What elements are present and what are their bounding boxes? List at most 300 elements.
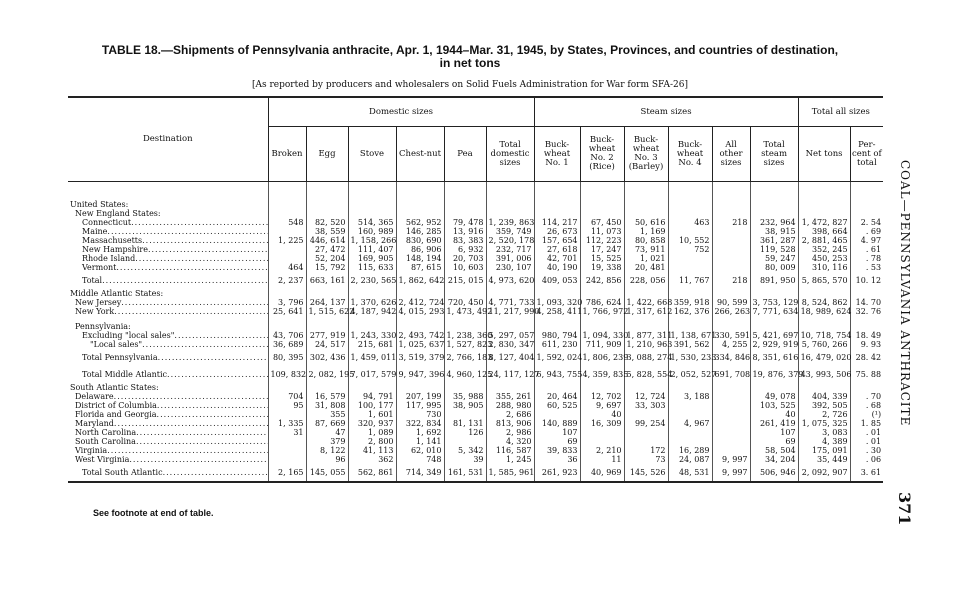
dot-leader [114, 307, 268, 316]
cell-value [624, 289, 668, 298]
cell-value [534, 410, 580, 419]
page-number-text: 371 [895, 492, 914, 526]
cell-value: 218 [712, 272, 750, 289]
cell-value: 35, 449 [798, 455, 850, 464]
row-label [68, 419, 268, 428]
header-steam-sizes: Steam sizes [534, 97, 798, 127]
cell-value: 1, 601 [348, 410, 396, 419]
cell-value: 6, 932 [444, 245, 486, 254]
cell-value: 69 [534, 437, 580, 446]
cell-value: 100, 177 [348, 401, 396, 410]
cell-value: 352, 245 [798, 245, 850, 254]
cell-value: 9. 93 [850, 340, 883, 349]
cell-value [444, 182, 486, 210]
cell-value [798, 322, 850, 331]
cell-value: 2. 54 [850, 218, 883, 227]
dot-leader [167, 370, 268, 379]
cell-value: 232, 964 [750, 218, 798, 227]
header-domestic-sizes: Domestic sizes [268, 97, 534, 127]
cell-value: 75. 88 [850, 366, 883, 383]
row-label-text: New York [75, 307, 115, 316]
header-pea: Pea [444, 127, 486, 182]
cell-value: 42, 701 [534, 254, 580, 263]
cell-value: . 06 [850, 455, 883, 464]
dot-leader [158, 353, 268, 362]
cell-value [268, 254, 306, 263]
cell-value: 40, 190 [534, 263, 580, 272]
cell-value: 8, 524, 862 [798, 298, 850, 307]
cell-value: 2, 881, 465 [798, 236, 850, 245]
row-label [68, 383, 268, 392]
row-label [68, 331, 268, 340]
table-row [68, 455, 883, 464]
cell-value: 10. 12 [850, 272, 883, 289]
cell-value: 4, 771, 733 [486, 298, 534, 307]
cell-value [624, 182, 668, 210]
cell-value: 277, 919 [306, 331, 348, 340]
cell-value: 1, 094, 330 [580, 331, 624, 340]
header-broken: Broken [268, 127, 306, 182]
row-label-text: New Hampshire [82, 245, 148, 254]
cell-value: 1, 877, 311 [624, 331, 668, 340]
row-label-text: Total [82, 276, 103, 285]
row-label-text: New England States: [75, 209, 161, 218]
cell-value [306, 322, 348, 331]
cell-value: 3, 796 [268, 298, 306, 307]
cell-value: 90, 599 [712, 298, 750, 307]
cell-value: 3, 188 [668, 392, 712, 401]
cell-value [712, 446, 750, 455]
cell-value: 1, 527, 823 [444, 340, 486, 349]
cell-value: 4. 97 [850, 236, 883, 245]
cell-value: 38, 559 [306, 227, 348, 236]
row-label [68, 340, 268, 349]
row-label [68, 392, 268, 401]
cell-value [268, 182, 306, 210]
cell-value [444, 410, 486, 419]
group-heading-row [68, 289, 883, 298]
cell-value: 5, 297, 057 [486, 331, 534, 340]
row-label-text: District of Columbia [75, 401, 157, 410]
cell-value: 813, 906 [486, 419, 534, 428]
cell-value [668, 182, 712, 210]
row-label-text: Delaware [75, 392, 114, 401]
cell-value [444, 209, 486, 218]
cell-value: 28. 42 [850, 349, 883, 366]
cell-value: 228, 056 [624, 272, 668, 289]
dot-leader [107, 446, 268, 455]
header-total-steam: Total steam sizes [750, 127, 798, 182]
cell-value: 334, 846 [712, 349, 750, 366]
dot-leader [136, 437, 268, 446]
row-label-text: Middle Atlantic States: [70, 289, 164, 298]
cell-value: 107 [750, 428, 798, 437]
cell-value [486, 383, 534, 392]
cell-value: 1, 317, 612 [624, 307, 668, 316]
cell-value: 80, 395 [268, 349, 306, 366]
cell-value: 25, 641 [268, 307, 306, 316]
cell-value: 19, 338 [580, 263, 624, 272]
cell-value: 4, 187, 942 [348, 307, 396, 316]
cell-value [580, 428, 624, 437]
cell-value [348, 289, 396, 298]
dot-leader [114, 419, 268, 428]
row-label [68, 272, 268, 289]
dot-leader [163, 468, 268, 477]
cell-value: 80, 009 [750, 263, 798, 272]
cell-value: 12, 724 [624, 392, 668, 401]
cell-value: 17, 247 [580, 245, 624, 254]
cell-value [486, 289, 534, 298]
cell-value [712, 419, 750, 428]
cell-value: 711, 909 [580, 340, 624, 349]
cell-value [750, 322, 798, 331]
cell-value: 2, 230, 565 [348, 272, 396, 289]
cell-value [668, 428, 712, 437]
row-label-text: Excluding "local sales" [82, 331, 175, 340]
cell-value: 1, 169 [624, 227, 668, 236]
cell-value: 891, 950 [750, 272, 798, 289]
cell-value: 16, 579 [306, 392, 348, 401]
cell-value: 562, 861 [348, 464, 396, 482]
cell-value: 11 [580, 455, 624, 464]
cell-value: 31, 808 [306, 401, 348, 410]
row-label [68, 227, 268, 236]
cell-value: 786, 624 [580, 298, 624, 307]
cell-value: 752 [668, 245, 712, 254]
cell-value: . 61 [850, 245, 883, 254]
cell-value: 175, 091 [798, 446, 850, 455]
dot-leader [148, 245, 268, 254]
cell-value [580, 182, 624, 210]
dot-leader [102, 276, 268, 285]
row-label [68, 437, 268, 446]
cell-value: 1, 422, 668 [624, 298, 668, 307]
table-row [68, 254, 883, 263]
cell-value [268, 437, 306, 446]
cell-value: 514, 365 [348, 218, 396, 227]
running-head [899, 160, 913, 460]
cell-value: 58, 504 [750, 446, 798, 455]
cell-value: 2, 165 [268, 464, 306, 482]
cell-value: . 78 [850, 254, 883, 263]
cell-value: 95 [268, 401, 306, 410]
row-label [68, 298, 268, 307]
cell-value: 67, 450 [580, 218, 624, 227]
cell-value: 4, 967 [668, 419, 712, 428]
cell-value: 169, 905 [348, 254, 396, 263]
row-label-text: North Carolina [75, 428, 137, 437]
cell-value: 1, 585, 961 [486, 464, 534, 482]
row-label [68, 322, 268, 331]
cell-value: 126 [444, 428, 486, 437]
cell-value: 1, 472, 827 [798, 218, 850, 227]
cell-value: 11, 073 [580, 227, 624, 236]
cell-value: 39, 833 [534, 446, 580, 455]
cell-value [850, 383, 883, 392]
header-percent: Per-cent of total [850, 127, 883, 182]
cell-value: . 69 [850, 227, 883, 236]
cell-value: 362 [348, 455, 396, 464]
cell-value: 2, 830, 347 [486, 340, 534, 349]
dot-leader [157, 401, 268, 410]
cell-value [534, 383, 580, 392]
cell-value: 320, 937 [348, 419, 396, 428]
row-label [68, 182, 268, 210]
cell-value [850, 209, 883, 218]
cell-value: 1, 806, 239 [580, 349, 624, 366]
cell-value: 87, 669 [306, 419, 348, 428]
cell-value: 4, 960, 125 [444, 366, 486, 383]
cell-value: 172 [624, 446, 668, 455]
cell-value: 6, 943, 755 [534, 366, 580, 383]
cell-value: 33, 303 [624, 401, 668, 410]
cell-value: 355 [306, 410, 348, 419]
cell-value: 2, 520, 178 [486, 236, 534, 245]
row-label [68, 455, 268, 464]
total-row [68, 349, 883, 366]
cell-value: 20, 464 [534, 392, 580, 401]
cell-value: 5, 342 [444, 446, 486, 455]
cell-value: 32. 76 [850, 307, 883, 316]
header-total-all-sizes: Total all sizes [798, 97, 883, 127]
cell-value: 446, 614 [306, 236, 348, 245]
cell-value [580, 437, 624, 446]
cell-value [534, 182, 580, 210]
cell-value: 4, 255 [712, 340, 750, 349]
cell-value: 1, 530, 233 [668, 349, 712, 366]
cell-value: 1, 245 [486, 455, 534, 464]
row-label-text: Total South Atlantic [82, 468, 163, 477]
cell-value: 1, 141 [396, 437, 444, 446]
cell-value: 145, 526 [624, 464, 668, 482]
cell-value [850, 289, 883, 298]
table-row [68, 227, 883, 236]
cell-value: 50, 616 [624, 218, 668, 227]
cell-value [624, 410, 668, 419]
cell-value: 5, 865, 570 [798, 272, 850, 289]
cell-value: 83, 383 [444, 236, 486, 245]
cell-value [624, 209, 668, 218]
cell-value [798, 209, 850, 218]
cell-value: 379 [306, 437, 348, 446]
cell-value: 4, 359, 835 [580, 366, 624, 383]
cell-value [348, 209, 396, 218]
cell-value: 24, 517 [306, 340, 348, 349]
dot-leader [107, 227, 268, 236]
cell-value: 391, 006 [486, 254, 534, 263]
cell-value: 9, 997 [712, 455, 750, 464]
cell-value [750, 383, 798, 392]
cell-value [268, 209, 306, 218]
total-row [68, 464, 883, 482]
cell-value: 1, 766, 972 [580, 307, 624, 316]
cell-value [712, 437, 750, 446]
row-label-text: Maine [82, 227, 108, 236]
row-label-text: South Atlantic States: [70, 383, 159, 392]
dot-leader [142, 340, 268, 349]
running-head-text: COAL—PENNSYLVANIA ANTHRACITE [898, 160, 912, 427]
cell-value: 1, 692 [396, 428, 444, 437]
total-row [68, 272, 883, 289]
cell-value: 11, 767 [668, 272, 712, 289]
cell-value: 2, 210 [580, 446, 624, 455]
cell-value: 1, 335 [268, 419, 306, 428]
cell-value [624, 437, 668, 446]
cell-value: 24, 087 [668, 455, 712, 464]
cell-value: . 68 [850, 401, 883, 410]
cell-value: 40 [750, 410, 798, 419]
cell-value [268, 455, 306, 464]
cell-value: 4, 258, 411 [534, 307, 580, 316]
row-label-text: Total Pennsylvania [82, 353, 158, 362]
cell-value: 82, 520 [306, 218, 348, 227]
cell-value: 60, 525 [534, 401, 580, 410]
cell-value: 302, 436 [306, 349, 348, 366]
table-row [68, 419, 883, 428]
cell-value: 34, 204 [750, 455, 798, 464]
cell-value: 2, 726 [798, 410, 850, 419]
cell-value: 322, 834 [396, 419, 444, 428]
cell-value: 2, 412, 724 [396, 298, 444, 307]
cell-value: 266, 263 [712, 307, 750, 316]
table-body [68, 182, 883, 483]
cell-value [348, 383, 396, 392]
cell-value: 19, 876, 379 [750, 366, 798, 383]
dot-leader [135, 254, 268, 263]
row-label [68, 209, 268, 218]
cell-value: 3, 088, 274 [624, 349, 668, 366]
cell-value: 3, 519, 379 [396, 349, 444, 366]
cell-value: 215, 681 [348, 340, 396, 349]
cell-value [668, 209, 712, 218]
cell-value: 14. 70 [850, 298, 883, 307]
cell-value: 2, 800 [348, 437, 396, 446]
cell-value: 1, 370, 626 [348, 298, 396, 307]
cell-value: 830, 690 [396, 236, 444, 245]
cell-value: 5, 760, 266 [798, 340, 850, 349]
cell-value: 355, 261 [486, 392, 534, 401]
cell-value: 288, 980 [486, 401, 534, 410]
row-label [68, 236, 268, 245]
cell-value: 4, 389 [798, 437, 850, 446]
cell-value [268, 322, 306, 331]
cell-value: 1, 025, 637 [396, 340, 444, 349]
cell-value [712, 428, 750, 437]
cell-value [268, 446, 306, 455]
cell-value: 7, 771, 634 [750, 307, 798, 316]
cell-value: 140, 889 [534, 419, 580, 428]
cell-value: 117, 995 [396, 401, 444, 410]
cell-value [534, 322, 580, 331]
table-title [70, 44, 870, 70]
cell-value: 409, 053 [534, 272, 580, 289]
cell-value [444, 289, 486, 298]
table-row [68, 263, 883, 272]
cell-value: . 70 [850, 392, 883, 401]
cell-value [580, 289, 624, 298]
cell-value: 12, 702 [580, 392, 624, 401]
cell-value: 41, 113 [348, 446, 396, 455]
cell-value: 47 [306, 428, 348, 437]
cell-value [306, 289, 348, 298]
header-buckwheat-2: Buck-wheat No. 2 (Rice) [580, 127, 624, 182]
cell-value: 8, 122 [306, 446, 348, 455]
row-label-text: South Carolina [75, 437, 136, 446]
cell-value [668, 401, 712, 410]
cell-value [712, 410, 750, 419]
cell-value: 359, 749 [486, 227, 534, 236]
group-heading-row [68, 209, 883, 218]
header-all-other: All other sizes [712, 127, 750, 182]
shipments-table [68, 96, 883, 483]
row-label-text: Pennsylvania: [75, 322, 131, 331]
header-total-domestic: Total domestic sizes [486, 127, 534, 182]
cell-value [268, 227, 306, 236]
cell-value: 1, 862, 642 [396, 272, 444, 289]
cell-value: . 53 [850, 263, 883, 272]
row-label-text: Maryland [75, 419, 114, 428]
cell-value: 3, 083 [798, 428, 850, 437]
row-label [68, 263, 268, 272]
cell-value: 404, 339 [798, 392, 850, 401]
cell-value [624, 322, 668, 331]
cell-value [712, 383, 750, 392]
table-row [68, 245, 883, 254]
row-label-text: "Local sales" [90, 340, 143, 349]
cell-value: 73, 911 [624, 245, 668, 254]
cell-value: 116, 587 [486, 446, 534, 455]
cell-value: 2, 986 [486, 428, 534, 437]
cell-value: 980, 794 [534, 331, 580, 340]
cell-value: 16, 309 [580, 419, 624, 428]
cell-value [798, 289, 850, 298]
cell-value: 36, 689 [268, 340, 306, 349]
cell-value: 1, 075, 325 [798, 419, 850, 428]
cell-value: 36 [534, 455, 580, 464]
cell-value [444, 437, 486, 446]
row-label [68, 307, 268, 316]
cell-value: 160, 989 [348, 227, 396, 236]
cell-value [396, 383, 444, 392]
cell-value [712, 227, 750, 236]
cell-value [668, 383, 712, 392]
cell-value [306, 209, 348, 218]
cell-value [486, 182, 534, 210]
cell-value [850, 322, 883, 331]
cell-value: 611, 230 [534, 340, 580, 349]
cell-value: 10, 552 [668, 236, 712, 245]
cell-value [712, 392, 750, 401]
cell-value: 1, 459, 011 [348, 349, 396, 366]
cell-value: 10, 603 [444, 263, 486, 272]
cell-value: 1, 089 [348, 428, 396, 437]
dot-leader [157, 410, 268, 419]
header-buckwheat-4: Buck-wheat No. 4 [668, 127, 712, 182]
cell-value: 5, 828, 554 [624, 366, 668, 383]
cell-value [580, 383, 624, 392]
cell-value: 40, 969 [580, 464, 624, 482]
cell-value: 20, 703 [444, 254, 486, 263]
cell-value [486, 322, 534, 331]
row-label [68, 410, 268, 419]
cell-value [268, 245, 306, 254]
cell-value [668, 289, 712, 298]
cell-value [712, 245, 750, 254]
cell-value: 79, 478 [444, 218, 486, 227]
cell-value: 18, 989, 624 [798, 307, 850, 316]
row-label-text: West Virginia [75, 455, 130, 464]
